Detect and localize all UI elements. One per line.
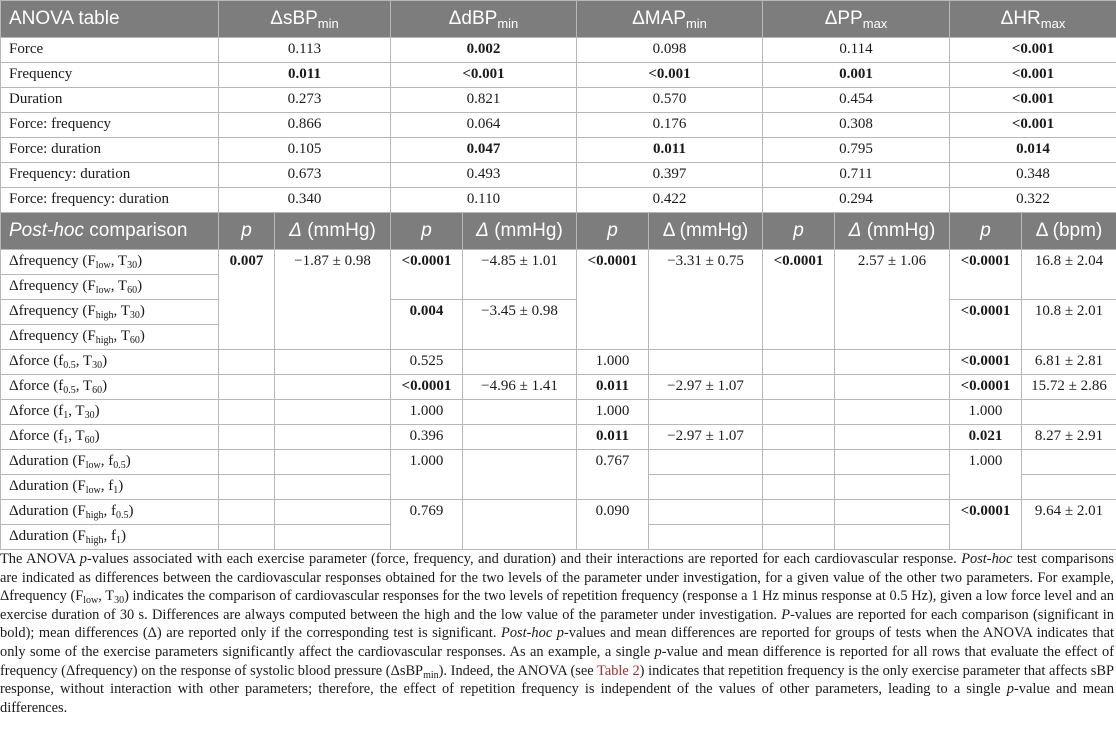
posthoc-header-delta-sbp: Δ (mmHg) — [275, 213, 391, 250]
table-row — [1, 500, 1116, 525]
anova-header-dbp: ΔdBP$_{min}$ — [391, 1, 577, 38]
anova-header-pp: $\Delta PP_{max}$ — [763, 1, 950, 38]
table-row — [1, 188, 1116, 213]
map-p-value: 0.397 — [577, 163, 763, 188]
sbp-p-value: 0.113 — [219, 38, 391, 63]
sbp-p-cell: 0.007 — [219, 250, 275, 350]
sbp-p-cell — [219, 450, 275, 475]
sbp-p-value: 0.866 — [219, 113, 391, 138]
dbp-delta-cell — [463, 500, 577, 550]
pp-delta-cell — [835, 350, 950, 375]
map-p-cell: <0.0001 — [577, 250, 649, 350]
map-delta-cell — [649, 350, 763, 375]
table-row — [1, 425, 1116, 450]
pp-p-value: 0.711 — [763, 163, 950, 188]
map-delta-cell — [649, 475, 763, 500]
sbp-delta-cell: −1.87 ± 0.98 — [275, 250, 391, 350]
row-label: Δfrequency ($F_{high}$, $T_{30}$) — [1, 300, 219, 325]
row-label: Force: duration — [1, 138, 219, 163]
map-p-cell: 0.011 — [577, 375, 649, 400]
sbp-p-value: 0.673 — [219, 163, 391, 188]
dbp-p-value: 0.821 — [391, 88, 577, 113]
sbp-p-cell — [219, 400, 275, 425]
hr-p-value: 0.014 — [950, 138, 1116, 163]
anova-header-row — [1, 1, 1116, 38]
posthoc-header-p-dbp: p — [391, 213, 463, 250]
posthoc-header-delta-hr: Δ (bpm) — [1022, 213, 1116, 250]
hr-p-value: <0.001 — [950, 113, 1116, 138]
map-delta-cell — [649, 525, 763, 550]
hr-delta-cell: 10.8 ± 2.01 — [1022, 300, 1116, 350]
map-delta-cell — [649, 400, 763, 425]
posthoc-header-p-hr: p — [950, 213, 1022, 250]
pp-p-cell — [763, 475, 835, 500]
map-delta-cell: −3.31 ± 0.75 — [649, 250, 763, 350]
pp-delta-cell — [835, 375, 950, 400]
dbp-p-cell: 1.000 — [391, 400, 463, 425]
hr-p-cell: <0.0001 — [950, 350, 1022, 375]
table-row — [1, 300, 1116, 325]
pp-p-value: 0.308 — [763, 113, 950, 138]
row-label: Δduration ($F_{high}$, $f_1$) — [1, 525, 219, 550]
table-row — [1, 63, 1116, 88]
sbp-delta-cell — [275, 425, 391, 450]
hr-p-value: 0.348 — [950, 163, 1116, 188]
table-row — [1, 113, 1116, 138]
pp-delta-cell — [835, 500, 950, 525]
posthoc-header-delta-dbp: Δ (mmHg) — [463, 213, 577, 250]
dbp-p-value: 0.493 — [391, 163, 577, 188]
table-row — [1, 38, 1116, 63]
map-p-value: 0.570 — [577, 88, 763, 113]
dbp-p-cell: 0.004 — [391, 300, 463, 350]
hr-p-cell: <0.0001 — [950, 375, 1022, 400]
sbp-p-cell — [219, 425, 275, 450]
sbp-delta-cell — [275, 375, 391, 400]
hr-delta-cell: 8.27 ± 2.91 — [1022, 425, 1116, 450]
sbp-p-value: 0.340 — [219, 188, 391, 213]
row-label: Δfrequency ($F_{low}$, $T_{60}$) — [1, 275, 219, 300]
hr-p-value: <0.001 — [950, 88, 1116, 113]
row-label: Δforce ($f_{0.5}$, $T_{30}$) — [1, 350, 219, 375]
pp-delta-cell — [835, 475, 950, 500]
posthoc-header-p-map: p — [577, 213, 649, 250]
row-label: Δfrequency ($F_{high}$, $T_{60}$) — [1, 325, 219, 350]
hr-p-cell: 1.000 — [950, 400, 1022, 425]
dbp-p-value: 0.002 — [391, 38, 577, 63]
row-label: Δforce ($f_1$, $T_{60}$) — [1, 425, 219, 450]
sbp-delta-cell — [275, 450, 391, 475]
sbp-p-cell — [219, 375, 275, 400]
table-2-link[interactable]: Table 2 — [597, 662, 640, 679]
hr-p-cell: <0.0001 — [950, 300, 1022, 350]
pp-p-cell — [763, 400, 835, 425]
row-label: Δforce ($f_{0.5}$, $T_{60}$) — [1, 375, 219, 400]
pp-delta-cell: 2.57 ± 1.06 — [835, 250, 950, 350]
row-label: Δduration ($F_{low}$, $f_1$) — [1, 475, 219, 500]
dbp-delta-cell: −3.45 ± 0.98 — [463, 300, 577, 350]
row-label: Δforce ($f_1$, $T_{30}$) — [1, 400, 219, 425]
row-label: Δfrequency ($F_{low}$, $T_{30}$) — [1, 250, 219, 275]
hr-delta-cell — [1022, 475, 1116, 500]
sbp-delta-cell — [275, 475, 391, 500]
map-delta-cell — [649, 500, 763, 525]
row-label: Force: frequency: duration — [1, 188, 219, 213]
map-p-value: 0.011 — [577, 138, 763, 163]
posthoc-header-row — [1, 213, 1116, 250]
anova-header-label: ANOVA table — [1, 1, 219, 38]
dbp-delta-cell: −4.85 ± 1.01 — [463, 250, 577, 300]
map-p-value: 0.176 — [577, 113, 763, 138]
map-delta-cell: −2.97 ± 1.07 — [649, 375, 763, 400]
anova-header-hr: $\Delta HR_{max}$ — [950, 1, 1116, 38]
posthoc-header-delta-pp: Δ (mmHg) — [835, 213, 950, 250]
map-p-cell: 0.090 — [577, 500, 649, 550]
pp-p-cell: <0.0001 — [763, 250, 835, 350]
dbp-delta-cell — [463, 425, 577, 450]
pp-delta-cell — [835, 400, 950, 425]
dbp-p-cell: 0.769 — [391, 500, 463, 550]
pp-p-cell — [763, 425, 835, 450]
map-p-value: <0.001 — [577, 63, 763, 88]
map-delta-cell: −2.97 ± 1.07 — [649, 425, 763, 450]
map-p-cell: 0.011 — [577, 425, 649, 450]
pp-delta-cell — [835, 450, 950, 475]
anova-body — [1, 38, 1116, 213]
pp-p-value: 0.795 — [763, 138, 950, 163]
dbp-p-cell: 0.525 — [391, 350, 463, 375]
table-row — [1, 163, 1116, 188]
row-label: Frequency — [1, 63, 219, 88]
map-p-cell: 1.000 — [577, 400, 649, 425]
posthoc-header-label: Post-hoc comparison — [1, 213, 219, 250]
dbp-delta-cell: −4.96 ± 1.41 — [463, 375, 577, 400]
dbp-delta-cell — [463, 400, 577, 425]
dbp-p-value: 0.110 — [391, 188, 577, 213]
hr-p-cell: 1.000 — [950, 450, 1022, 500]
pp-delta-cell — [835, 525, 950, 550]
hr-p-value: <0.001 — [950, 38, 1116, 63]
hr-p-cell: 0.021 — [950, 425, 1022, 450]
sbp-p-cell — [219, 525, 275, 550]
table-row — [1, 450, 1116, 475]
hr-p-cell: <0.0001 — [950, 250, 1022, 300]
sbp-p-value: 0.011 — [219, 63, 391, 88]
dbp-p-cell: 0.396 — [391, 425, 463, 450]
hr-delta-cell: 15.72 ± 2.86 — [1022, 375, 1116, 400]
pp-p-cell — [763, 500, 835, 525]
pp-p-value: 0.001 — [763, 63, 950, 88]
posthoc-body — [1, 250, 1116, 550]
map-p-cell: 1.000 — [577, 350, 649, 375]
table-row — [1, 138, 1116, 163]
pp-p-cell — [763, 375, 835, 400]
map-p-value: 0.422 — [577, 188, 763, 213]
hr-p-value: <0.001 — [950, 63, 1116, 88]
hr-p-cell: <0.0001 — [950, 500, 1022, 550]
pp-p-cell — [763, 450, 835, 475]
dbp-p-value: 0.064 — [391, 113, 577, 138]
table-row — [1, 250, 1116, 275]
anova-header-map: $\Delta MAP_{min}$ — [577, 1, 763, 38]
posthoc-header-p-sbp: p — [219, 213, 275, 250]
table-footnote: The ANOVA p-values associated with each exercise parameter (force, frequency, and duration) and their interactions are reported for each cardiovascular response. Post-hoc test comparisons are indicated as differences between the cardiovascular responses obtained for the two levels of the parameter under investigation, for a given value of the other two parameters. For example, Δfrequency ($F_{low}$, $T_{30}$) indicates the comparison of cardiovascular responses for the two levels of repetition frequency (response a 1 Hz minus response at 0.5 Hz), given a low force level and an exercise duration of 30 s. Differences are always computed between the high and the low value of the parameter under investigation. P-values are reported for each comparison (significant in bold); mean differences (Δ) are reported only if the corresponding test is significant. Post-hoc p-values and mean differences are reported for groups of tests when the ANOVA indicates that only some of the exercise parameters significantly affect the cardiovascular responses. As an example, a single p-value and mean difference is reported for all rows that evaluate the effect of frequency (Δfrequency) on the response of systolic blood pressure (ΔsBP$_{min}$). Indeed, the ANOVA (see Table 2) indicates that repetition frequency is the only exercise parameter that affects sBP response, without interaction with other parameters; therefore, the effect of repetition frequency is independent of the values of other parameters, leading to a single p-value and mean differences. — [0, 551, 1115, 716]
row-label: Duration — [1, 88, 219, 113]
sbp-p-cell — [219, 350, 275, 375]
row-label: Δduration ($F_{high}$, $f_{0.5}$) — [1, 500, 219, 525]
map-p-cell: 0.767 — [577, 450, 649, 500]
posthoc-table — [0, 212, 1116, 550]
pp-delta-cell — [835, 425, 950, 450]
pp-p-cell — [763, 350, 835, 375]
dbp-p-cell: <0.0001 — [391, 375, 463, 400]
pp-p-value: 0.454 — [763, 88, 950, 113]
sbp-delta-cell — [275, 525, 391, 550]
hr-delta-cell: 9.64 ± 2.01 — [1022, 500, 1116, 550]
pp-p-value: 0.294 — [763, 188, 950, 213]
sbp-p-cell — [219, 500, 275, 525]
anova-header-sbp: ΔsBP$_{min}$ — [219, 1, 391, 38]
sbp-p-cell — [219, 475, 275, 500]
row-label: Δduration ($F_{low}$, $f_{0.5}$) — [1, 450, 219, 475]
pp-p-cell — [763, 525, 835, 550]
table-row — [1, 350, 1116, 375]
dbp-p-value: <0.001 — [391, 63, 577, 88]
posthoc-header-p-pp: p — [763, 213, 835, 250]
sbp-delta-cell — [275, 500, 391, 525]
anova-table — [0, 0, 1116, 213]
table-row — [1, 88, 1116, 113]
sbp-delta-cell — [275, 400, 391, 425]
pp-p-value: 0.114 — [763, 38, 950, 63]
dbp-p-value: 0.047 — [391, 138, 577, 163]
sbp-p-value: 0.105 — [219, 138, 391, 163]
hr-delta-cell: 6.81 ± 2.81 — [1022, 350, 1116, 375]
row-label: Force: frequency — [1, 113, 219, 138]
hr-delta-cell — [1022, 450, 1116, 475]
dbp-delta-cell — [463, 350, 577, 375]
map-p-value: 0.098 — [577, 38, 763, 63]
map-delta-cell — [649, 450, 763, 475]
hr-delta-cell — [1022, 400, 1116, 425]
dbp-delta-cell — [463, 450, 577, 500]
hr-p-value: 0.322 — [950, 188, 1116, 213]
dbp-p-cell: <0.0001 — [391, 250, 463, 300]
row-label: Frequency: duration — [1, 163, 219, 188]
sbp-p-value: 0.273 — [219, 88, 391, 113]
table-row — [1, 400, 1116, 425]
hr-delta-cell: 16.8 ± 2.04 — [1022, 250, 1116, 300]
sbp-delta-cell — [275, 350, 391, 375]
dbp-p-cell: 1.000 — [391, 450, 463, 500]
table-row — [1, 375, 1116, 400]
posthoc-header-delta-map: Δ (mmHg) — [649, 213, 763, 250]
row-label: Force — [1, 38, 219, 63]
